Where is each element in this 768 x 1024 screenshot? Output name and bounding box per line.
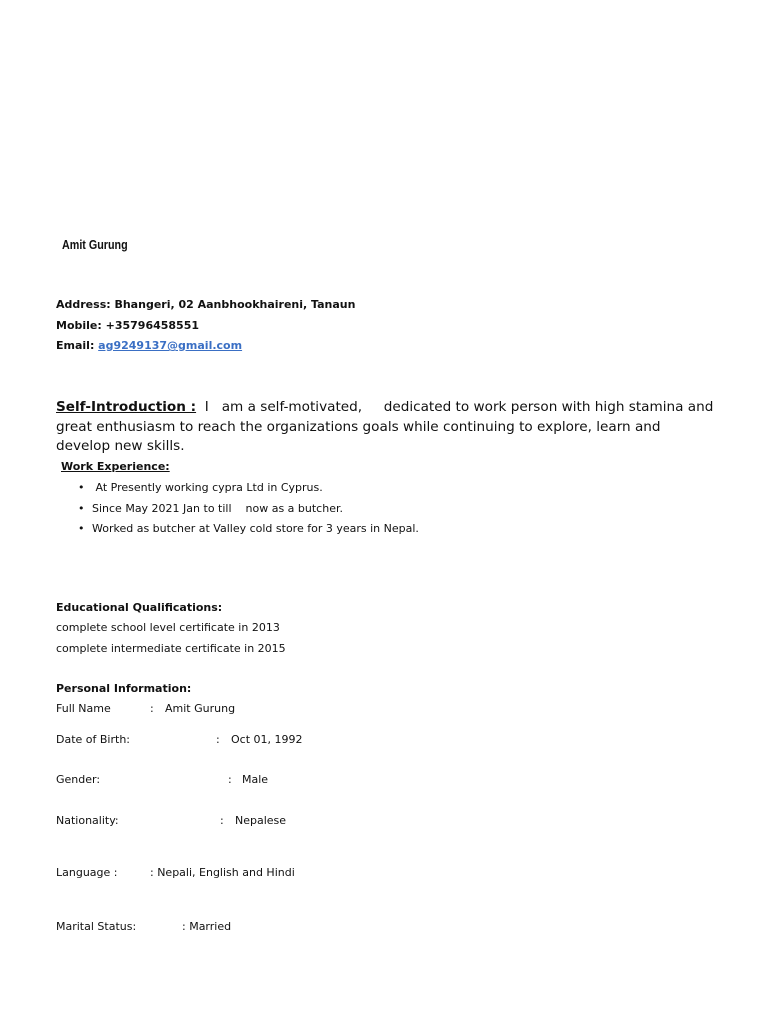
field-value: Amit Gurung — [165, 702, 236, 715]
bullet-icon: • — [78, 522, 85, 535]
education-item: complete intermediate certificate in 2015 — [56, 642, 286, 655]
field-value: Male — [242, 773, 269, 786]
list-item: • Since May 2021 Jan to till now as a butcher. — [78, 501, 343, 515]
bullet-icon: • — [78, 481, 85, 494]
work-experience-title: Work Experience: — [61, 460, 170, 473]
education-title: Educational Qualifications: — [56, 601, 223, 614]
field-label: Date of Birth: — [56, 733, 131, 746]
field-value: : Married — [182, 920, 232, 933]
list-item: • Worked as butcher at Valley cold store for 3 years in Nepal. — [78, 522, 419, 535]
work-experience-list — [78, 480, 419, 542]
field-separator: : — [228, 773, 232, 786]
address-line: Address: Bhangeri, 02 Aanbhookhaireni, Tanaun — [56, 298, 356, 311]
self-introduction — [56, 398, 716, 457]
field-value: : Nepali, English and Hindi — [150, 866, 295, 879]
education-item: complete school level certificate in 2013 — [56, 621, 280, 634]
email-label: Email: — [56, 339, 99, 352]
field-label: Full Name — [56, 702, 111, 715]
field-label: Gender: — [56, 773, 101, 786]
field-label: Marital Status: — [56, 920, 137, 933]
personal-info-title: Personal Information: — [56, 682, 192, 695]
field-label: Nationality: — [56, 814, 119, 827]
field-value: Oct 01, 1992 — [231, 733, 303, 746]
bullet-icon: • — [78, 501, 85, 515]
email-line — [56, 339, 242, 352]
self-introduction-label: Self-Introduction : — [56, 399, 197, 415]
field-value: Nepalese — [235, 814, 287, 827]
self-introduction-text: I am a self-motivated, dedicated to work person with high stamina and great enthusiasm to reach the organizations goals while continuing to explore, learn and develop new skills. — [56, 399, 718, 454]
field-separator: : — [216, 733, 220, 746]
list-item: • At Presently working cypra Ltd in Cyprus. — [78, 481, 323, 494]
field-separator: : — [150, 702, 154, 715]
field-separator: : — [220, 814, 224, 827]
applicant-name: Amit Gurung — [62, 238, 128, 252]
mobile-line: Mobile: +35796458551 — [56, 319, 200, 332]
field-label: Language : — [56, 866, 118, 879]
email-link[interactable]: ag9249137@gmail.com — [98, 339, 243, 352]
